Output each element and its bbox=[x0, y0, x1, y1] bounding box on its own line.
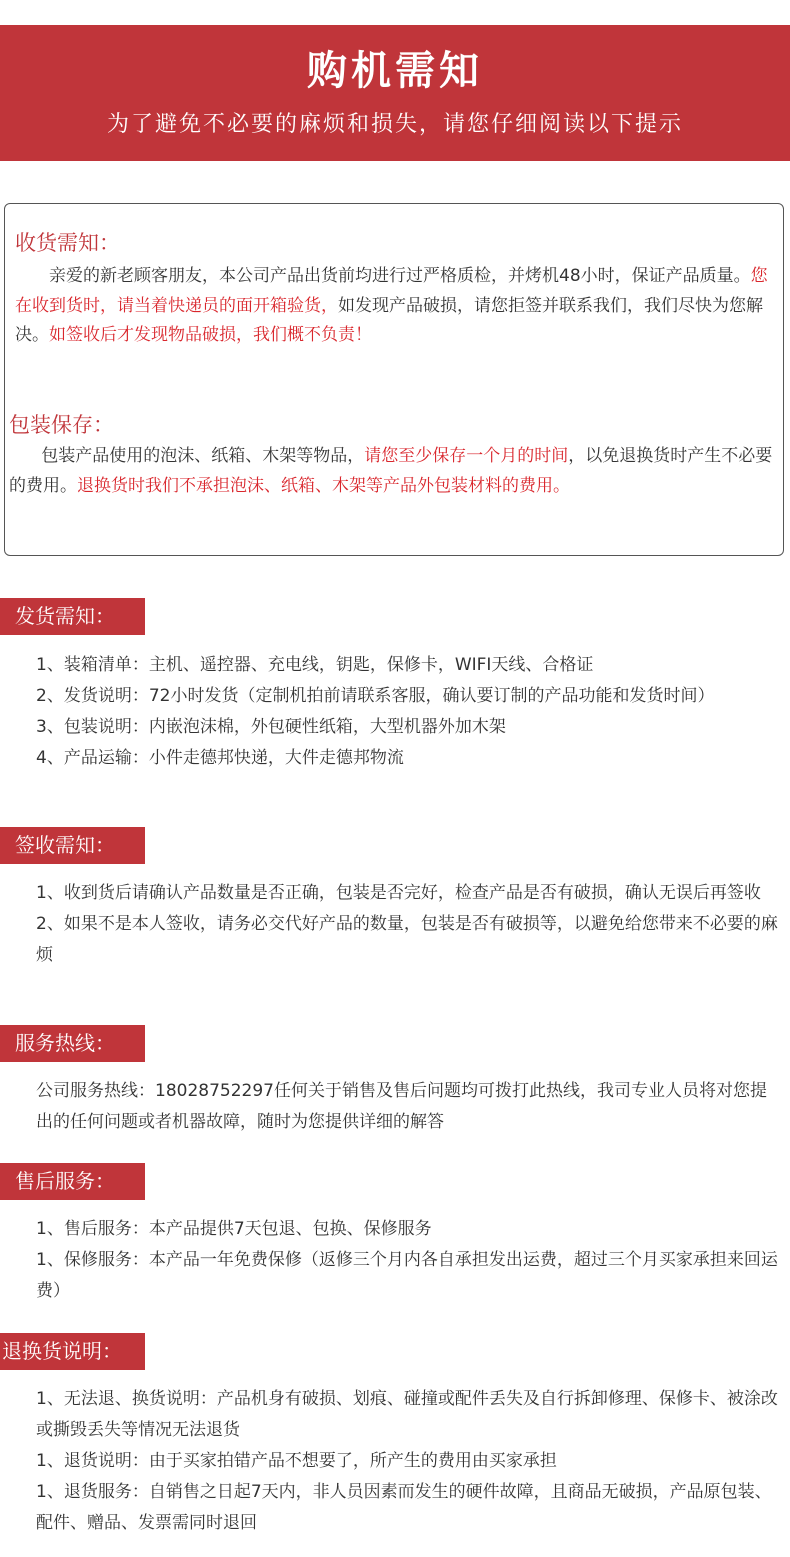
package-text-1: 包装产品使用的泡沫、纸箱、木架等物品， bbox=[41, 446, 365, 466]
receipt-text-2: 如发现产品破损，请您拒签并联系我们，我们尽快为您解决。 bbox=[15, 295, 763, 345]
receipt-paragraph bbox=[15, 262, 777, 351]
list-item: 公司服务热线：18028752297任何关于销售及售后问题均可拨打此热线，我司专业人员将对您提出的任何问题或者机器故障，随时为您提供详细的解答 bbox=[36, 1081, 767, 1132]
receipt-text-1: 亲爱的新老顾客朋友，本公司产品出货前均进行过严格质检，并烤机48小时，保证产品质量。 bbox=[49, 266, 751, 286]
section-tag-signing: 签收需知： bbox=[0, 827, 145, 864]
package-warning-2: 退换货时我们不承担泡沫、纸箱、木架等产品外包装材料的费用。 bbox=[77, 475, 570, 496]
list-item: 2、发货说明：72小时发货（定制机拍前请联系客服，确认要订制的产品功能和发货时间） bbox=[36, 686, 715, 706]
section-tag-hotline: 服务热线： bbox=[0, 1025, 145, 1062]
list-item: 3、包装说明：内嵌泡沫棉，外包硬性纸箱，大型机器外加木架 bbox=[36, 717, 506, 737]
section-body-signing bbox=[36, 878, 778, 971]
package-warning-1: 请您至少保存一个月的时间 bbox=[364, 446, 569, 466]
section-body-after-sales bbox=[36, 1214, 778, 1307]
receipt-warning-1: 您在收到货时，请当着快递员的面开箱验货， bbox=[15, 266, 768, 316]
list-item: 1、收到货后请确认产品数量是否正确，包装是否完好，检查产品是否有破损，确认无误后再签收 bbox=[36, 883, 761, 903]
section-body-hotline bbox=[36, 1076, 778, 1138]
list-item: 1、装箱清单：主机、遥控器、充电线，钥匙，保修卡，WIFI天线、合格证 bbox=[36, 655, 594, 675]
header-banner bbox=[0, 25, 790, 161]
package-text-2: ，以免退换货时产生不必要的费用。 bbox=[9, 446, 773, 496]
section-tag-after-sales: 售后服务： bbox=[0, 1163, 145, 1200]
list-item: 1、退货说明：由于买家拍错产品不想要了，所产生的费用由买家承担 bbox=[36, 1451, 557, 1471]
list-item: 4、产品运输：小件走德邦快递，大件走德邦物流 bbox=[36, 748, 404, 768]
list-item: 1、无法退、换货说明：产品机身有破损、划痕、碰撞或配件丢失及自行拆卸修理、保修卡、被涂改或撕毁丢失等情况无法退货 bbox=[36, 1389, 778, 1440]
package-paragraph bbox=[9, 442, 777, 501]
receipt-warning-2: 如签收后才发现物品破损，我们概不负责！ bbox=[49, 325, 372, 345]
page-title: 购机需知 bbox=[307, 48, 483, 94]
page-subtitle: 为了避免不必要的麻烦和损失，请您仔细阅读以下提示 bbox=[106, 112, 683, 137]
list-item: 2、如果不是本人签收，请务必交代好产品的数量，包装是否有破损等，以避免给您带来不必要的麻烦 bbox=[36, 914, 778, 965]
list-item: 1、退货服务：自销售之日起7天内，非人员因素而发生的硬件故障，且商品无破损，产品原包装、配件、赠品、发票需同时退回 bbox=[36, 1482, 772, 1533]
list-item: 1、售后服务：本产品提供7天包退、包换、保修服务 bbox=[36, 1219, 432, 1239]
receipt-heading: 收货需知： bbox=[15, 231, 120, 255]
list-item: 1、保修服务：本产品一年免费保修（返修三个月内各自承担发出运费，超过三个月买家承担来回运费） bbox=[36, 1250, 778, 1301]
section-tag-shipping: 发货需知： bbox=[0, 598, 145, 635]
section-tag-returns: 退换货说明： bbox=[0, 1333, 145, 1370]
section-body-returns bbox=[36, 1384, 778, 1539]
section-body-shipping bbox=[36, 650, 778, 774]
notice-box bbox=[4, 203, 784, 556]
package-heading: 包装保存： bbox=[9, 413, 114, 437]
